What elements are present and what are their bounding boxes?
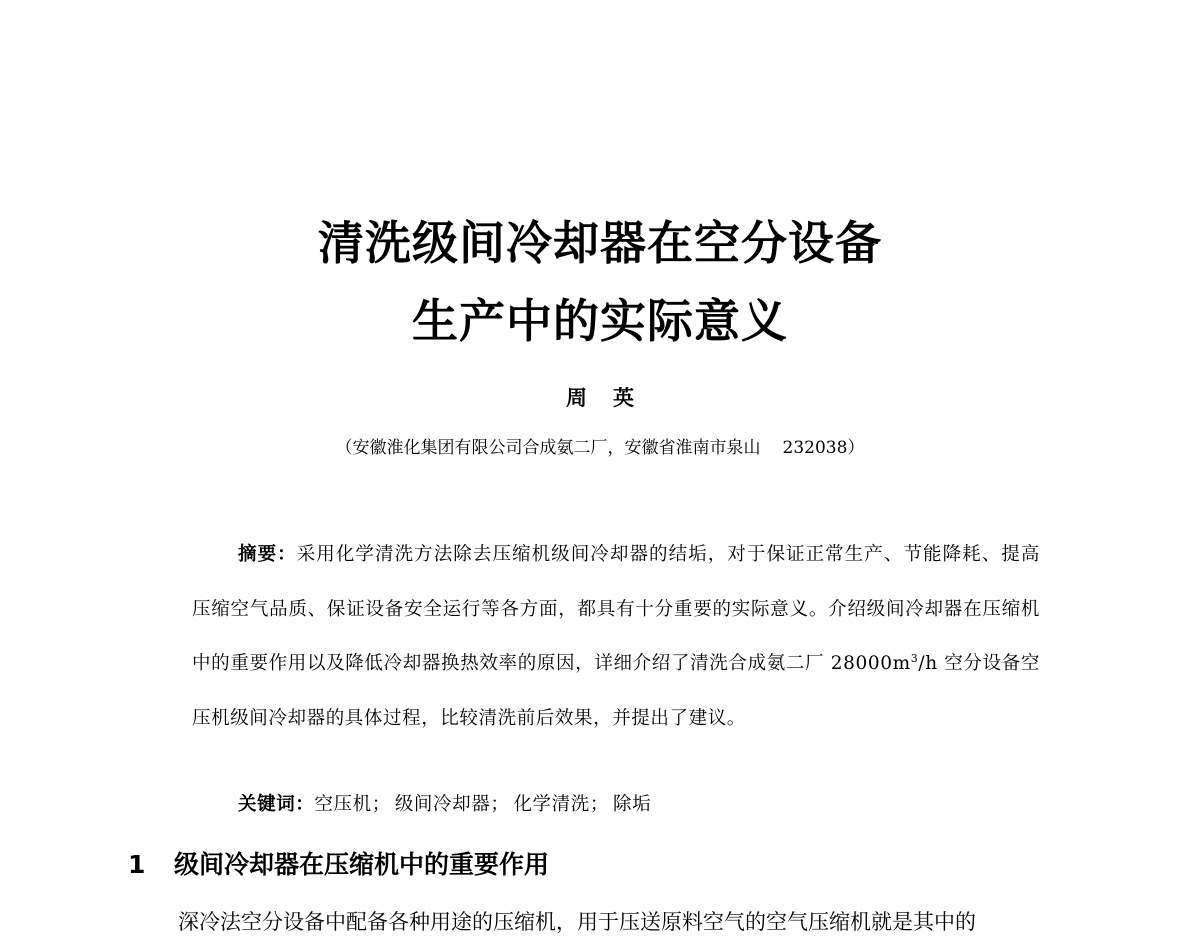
- abstract-unit-superscript: 3: [910, 651, 919, 665]
- keyword-item: 空压机: [314, 794, 372, 815]
- section-number: 1: [128, 850, 146, 879]
- author-name: [0, 388, 1200, 409]
- keyword-separator: ；: [371, 794, 391, 815]
- author-name-char-1: 周: [566, 386, 587, 410]
- keywords-label: 关键词：: [238, 794, 315, 815]
- keyword-separator: ；: [490, 794, 510, 815]
- keywords-line: [238, 796, 651, 815]
- keyword-item: 除垢: [612, 794, 652, 815]
- affiliation-text: （安徽淮化集团有限公司合成氨二厂，安徽省淮南市泉山: [335, 438, 761, 458]
- section-heading-1: [128, 852, 549, 877]
- paper-title-line-1: 清洗级间冷却器在空分设备: [318, 216, 882, 270]
- section-title: 级间冷却器在压缩机中的重要作用: [174, 850, 550, 879]
- body-paragraph-first-line: 深冷法空分设备中配备各种用途的压缩机，用于压送原料空气的空气压缩机就是其中的: [178, 910, 976, 934]
- abstract-label: 摘要：: [238, 544, 297, 565]
- keyword-item: 级间冷却器: [394, 794, 491, 815]
- keyword-item: 化学清洗: [513, 794, 590, 815]
- author-affiliation: [0, 440, 1200, 457]
- abstract-paragraph: [192, 528, 1040, 746]
- keyword-separator: ；: [589, 794, 609, 815]
- abstract-text-part-1: 采用化学清洗方法除去压缩机级间冷却器的结垢，对于保证正常生产、节能降耗、提高压缩空气品质、保证设备安全运行等各方面，都具有十分重要的实际意义。介绍级间冷却器在压缩机中的重要作用以及降低冷却器换热效率的原因，详细介绍了清洗合成氨二厂 28000m: [192, 544, 1040, 674]
- abstract-text-part-2: /h 空分设备空压机级间冷却器的具体过程，比较清洗前后效果，并提出了建议。: [192, 653, 1040, 729]
- paper-title-line-2: 生产中的实际意义: [412, 294, 788, 348]
- affiliation-zip: 232038）: [782, 438, 865, 458]
- author-name-char-2: 英: [613, 386, 634, 410]
